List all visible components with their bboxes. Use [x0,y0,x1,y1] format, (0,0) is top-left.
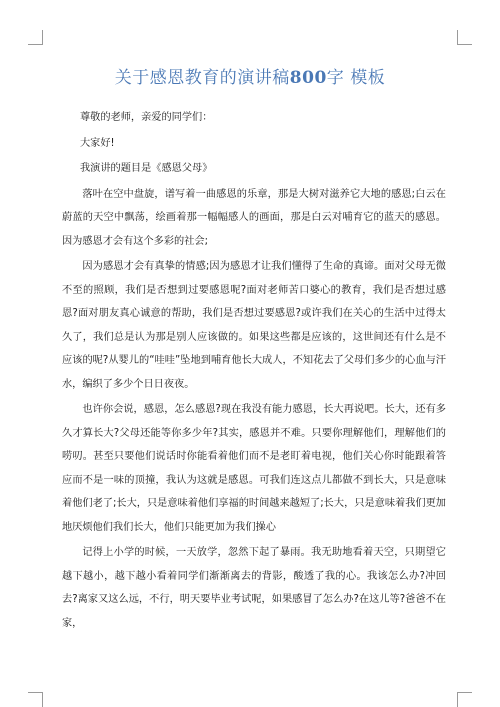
crop-mark-top-left [28,30,43,45]
speech-topic: 我演讲的题目是《感恩父母》 [80,163,213,174]
title-prefix: 关于感恩教育的演讲稿 [114,68,290,88]
paragraph-2: 因为感恩才会有真挚的情感;因为感恩才让我们懂得了生命的真谛。面对父母无微不至的照顾，我们是否想到过要感恩呢?面对老师苦口婆心的教育，我们是否想过感恩?面对朋友真心诚意的帮助，我们是否想过要感恩?或许我们在关心的生活中过得太久了，我们总是认为那是别人应该做的。如果这些都是应该的，这世间还有什么是不应该的呢?从婴儿的“哇哇”坠地到哺育他长大成人，不知花去了父母们多少的心血与汗水，编织了多少个日日夜夜。 [62,261,446,390]
salutation: 尊敬的老师，亲爱的同学们： [80,112,213,123]
title-number: 800 [289,68,327,88]
crop-mark-top-right [457,30,472,45]
paragraph-4: 记得上小学的时候，一天放学，忽然下起了暴雨。我无助地看着天空，只期望它越下越小，越下越小看着同学们渐渐离去的背影，酸透了我的心。我该怎么办?冲回去?离家又这么远，不行，明天要毕业考试呢，如果感冒了怎么办?在这儿等?爸爸不在家， [62,547,446,629]
document-body [62,106,446,637]
greeting: 大家好! [80,137,115,149]
crop-mark-bottom-right [457,692,472,707]
paragraph-3: 也许你会说，感恩，怎么感恩?现在我没有能力感恩，长大再说吧。长大，还有多久才算长大?父母还能等你多少年?其实，感恩并不难。只要你理解他们，理解他们的唠叨。甚至只要他们说话时你能看着他们而不是老盯着电视，他们关心你时能跟着答应而不是一味的顶撞，我认为这就是感恩。可我们连这点儿都做不到长大，只是意味着他们老了;长大，只是意味着他们享福的时间越来越短了;长大，只是意味着我们更加地厌烦他们我们长大，他们只能更加为我们操心 [62,404,446,533]
document-title [0,63,500,88]
crop-mark-bottom-left [28,692,43,707]
title-suffix: 字 模板 [326,68,386,88]
paragraph-1: 落叶在空中盘旋，谱写着一曲感恩的乐章，那是大树对滋养它大地的感恩;白云在蔚蓝的天空中飘荡，绘画着那一幅幅感人的画面，那是白云对哺育它的蓝天的感恩。因为感恩才会有这个多彩的社会; [62,188,446,247]
